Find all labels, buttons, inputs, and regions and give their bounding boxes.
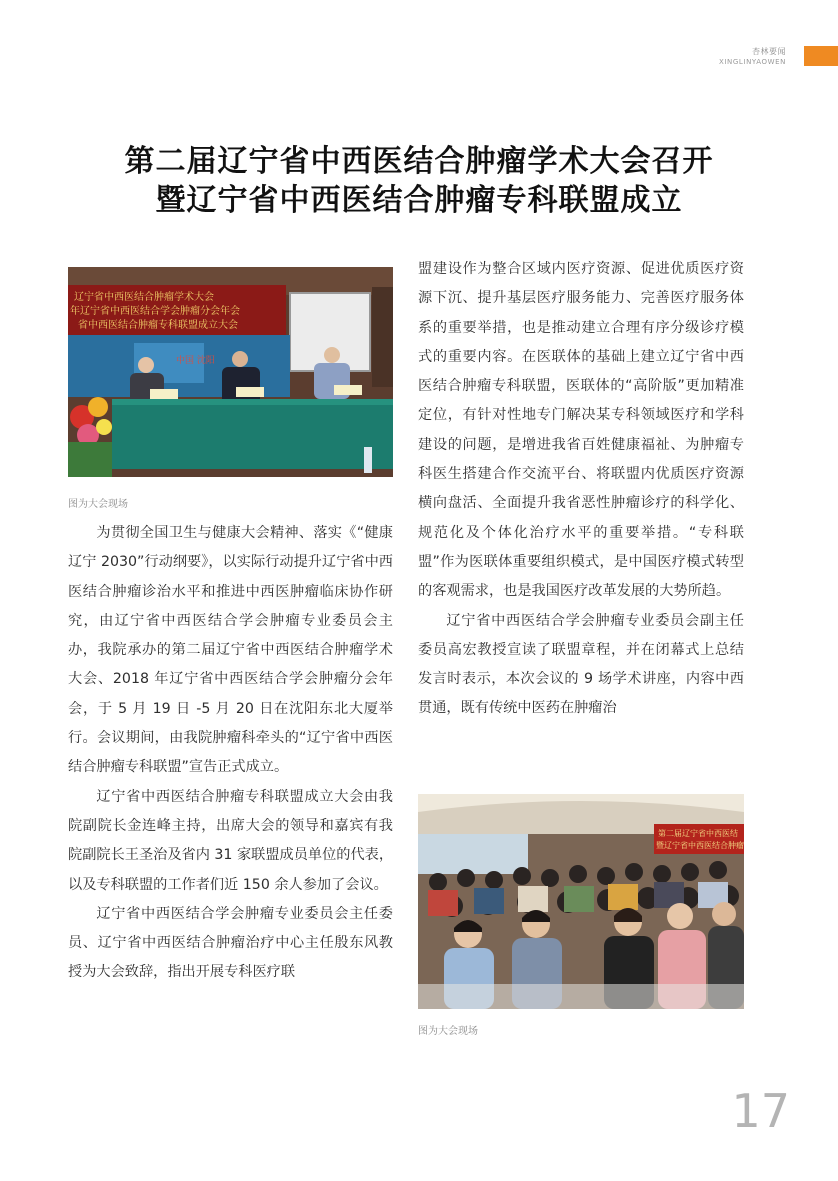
section-name-en: XINGLINYAOWEN: [718, 58, 786, 66]
photo-caption-2: 图为大会现场: [418, 1026, 478, 1037]
section-name-cn: 杏林要闻: [752, 47, 786, 56]
audience-banner-line-1: 第二届辽宁省中西医结: [658, 829, 738, 838]
slide-caption: 中国 沈阳: [176, 356, 215, 366]
banner-line-1: 辽宁省中西医结合肿瘤学术大会: [74, 292, 214, 303]
conference-stage-photo: [68, 267, 393, 477]
paragraph-4: 辽宁省中西医结合学会肿瘤专业委员会副主任委员高宏教授宣读了联盟章程，并在闭幕式上总结发言时表示，本次会议的 9 场学术讲座，内容中西贯通，既有传统中医药在肿瘤治: [418, 612, 744, 717]
audience-banner-line-2: 暨辽宁省中西医结合肿瘤: [656, 841, 744, 850]
banner-line-2: 年辽宁省中西医结合学会肿瘤分会年会: [70, 306, 240, 317]
left-column: [68, 519, 393, 988]
page-number: 17: [731, 1084, 790, 1138]
paragraph-3-continued: 盟建设作为整合区域内医疗资源、促进优质医疗资源下沉、提升基层医疗服务能力、完善医疗服务体系的重要举措，也是推动建立合理有序分级诊疗模式的重要内容。在医联体的基础上建立辽宁省中西医结合肿瘤专科联盟，医联体的“高阶版”更加精准定位，有针对性地专门解决某专科领域医疗和学科建设的问题，是增进我省百姓健康福祉、为肿瘤专科医生搭建合作交流平台、将联盟内优质医疗资源横向盘活、全面提升我省恶性肿瘤诊疗的科学化、规范化及个体化治疗水平的重要举措。“专科联盟”作为医联体重要组织模式，是中国医疗模式转型的客观需求，也是我国医疗改革发展的大势所趋。: [418, 261, 744, 600]
section-header: [719, 46, 786, 67]
conference-audience-photo: [418, 794, 744, 1009]
article-title: [60, 142, 778, 220]
section-accent-bar: [804, 46, 838, 66]
article-title-line-1: 第二届辽宁省中西医结合肿瘤学术大会召开: [124, 144, 714, 179]
paragraph-3: 辽宁省中西医结合学会肿瘤专业委员会主任委员、辽宁省中西医结合肿瘤治疗中心主任殷东风教授为大会致辞，指出开展专科医疗联: [68, 905, 393, 981]
right-column: [418, 255, 744, 724]
paragraph-2: 辽宁省中西医结合肿瘤专科联盟成立大会由我院副院长金连峰主持，出席大会的领导和嘉宾有我院副院长王圣治及省内 31 家联盟成员单位的代表，以及专科联盟的工作者们近 150 余人参加了会议。: [68, 788, 394, 893]
paragraph-1: 为贯彻全国卫生与健康大会精神、落实《“健康辽宁 2030”行动纲要》，以实际行动提升辽宁省中西医结合肿瘤诊治水平和推进中西医肿瘤临床协作研究，由辽宁省中西医结合学会肿瘤专业委员会主办，我院承办的第二届辽宁省中西医结合肿瘤学术大会、2018 年辽宁省中西医结合学会肿瘤分会年会，于 5 月 19 日 -5 月 20 日在沈阳东北大厦举行。会议期间，由我院肿瘤科牵头的“辽宁省中西医结合肿瘤专科联盟”宣告正式成立。: [68, 525, 393, 776]
article-title-line-2: 暨辽宁省中西医结合肿瘤专科联盟成立: [155, 183, 683, 218]
photo-caption-1: 图为大会现场: [68, 499, 128, 510]
banner-line-3: 省中西医结合肿瘤专科联盟成立大会: [78, 320, 238, 331]
